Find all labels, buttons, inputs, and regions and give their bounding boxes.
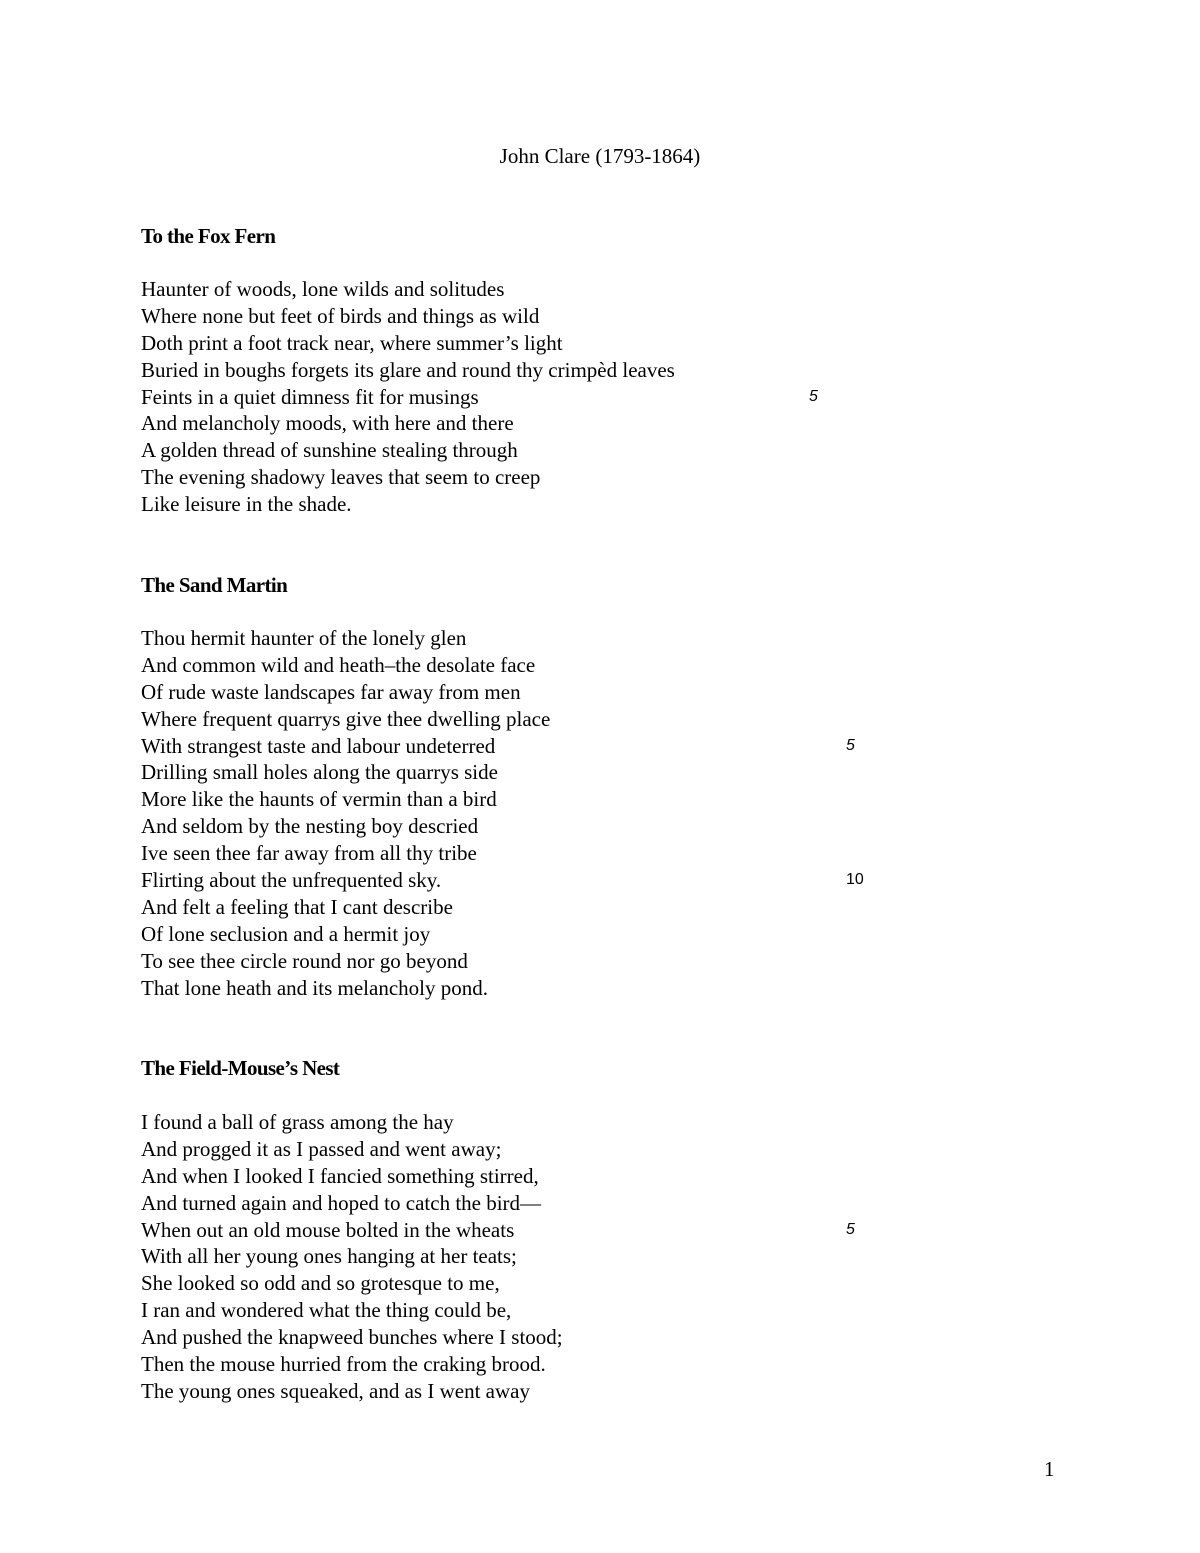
poem-line: Of lone seclusion and a hermit joy bbox=[141, 921, 431, 946]
poem-line-text: When out an old mouse bolted in the wheats bbox=[141, 1217, 515, 1242]
poem-line: And when I looked I fancied something stirred, bbox=[141, 1163, 539, 1188]
poem-line: The evening shadowy leaves that seem to creep bbox=[141, 465, 541, 490]
poem-line-with-number bbox=[141, 1217, 855, 1244]
poem-line-text: With strangest taste and labour undeterred bbox=[141, 733, 496, 758]
poem-line: More like the haunts of vermin than a bird bbox=[141, 787, 497, 812]
poem-line: And melancholy moods, with here and there bbox=[141, 411, 514, 436]
poem-line-with-number bbox=[141, 867, 864, 894]
poem-line: Drilling small holes along the quarrys side bbox=[141, 760, 498, 785]
poem-line: Buried in boughs forgets its glare and round thy crimpèd leaves bbox=[141, 357, 675, 382]
poem-line: Ive seen thee far away from all thy tribe bbox=[141, 841, 477, 866]
poem-line: I ran and wondered what the thing could be, bbox=[141, 1298, 512, 1323]
poem-line-text: Flirting about the unfrequented sky. bbox=[141, 868, 442, 893]
poem-title: The Sand Martin bbox=[141, 573, 288, 597]
poem-body bbox=[141, 625, 864, 1001]
poem-line: Of rude waste landscapes far away from men bbox=[141, 679, 521, 704]
poem-body bbox=[141, 1109, 855, 1405]
poem-line: Then the mouse hurried from the craking brood. bbox=[141, 1352, 546, 1377]
poem-line: To see thee circle round nor go beyond bbox=[141, 948, 468, 973]
author-header: John Clare (1793-1864) bbox=[499, 144, 701, 168]
poem-line: Where none but feet of birds and things as wild bbox=[141, 303, 540, 328]
poem-line: With all her young ones hanging at her teats; bbox=[141, 1244, 517, 1269]
poem-line: And common wild and heath–the desolate face bbox=[141, 652, 536, 677]
line-number: 5 bbox=[809, 387, 818, 405]
poem-line-with-number bbox=[141, 733, 855, 760]
poem-line-text: Feints in a quiet dimness fit for musings bbox=[141, 384, 479, 409]
poem-line: That lone heath and its melancholy pond. bbox=[141, 975, 488, 1000]
poem-line: Like leisure in the shade. bbox=[141, 492, 352, 517]
poem-line: Thou hermit haunter of the lonely glen bbox=[141, 626, 467, 650]
poem-line: I found a ball of grass among the hay bbox=[141, 1110, 454, 1134]
poem-title: The Field-Mouse’s Nest bbox=[141, 1056, 340, 1080]
line-number: 5 bbox=[846, 1220, 855, 1238]
page-number: 1 bbox=[1044, 1457, 1055, 1481]
poem-line: Doth print a foot track near, where summer’s light bbox=[141, 330, 563, 355]
poem-line: And felt a feeling that I cant describe bbox=[141, 894, 453, 919]
poem-title: To the Fox Fern bbox=[141, 224, 276, 248]
poem-line-with-number bbox=[141, 384, 818, 411]
poem-line: And turned again and hoped to catch the bird— bbox=[141, 1190, 542, 1215]
poem-line: And progged it as I passed and went away; bbox=[141, 1136, 502, 1161]
poem-line: The young ones squeaked, and as I went away bbox=[141, 1378, 530, 1403]
line-number: 10 bbox=[846, 871, 864, 889]
poem-line: And pushed the knapweed bunches where I stood; bbox=[141, 1325, 563, 1350]
poem-line: She looked so odd and so grotesque to me, bbox=[141, 1271, 500, 1296]
line-number: 5 bbox=[846, 736, 855, 754]
poem-line: Where frequent quarrys give thee dwelling place bbox=[141, 706, 551, 731]
poem-line: And seldom by the nesting boy descried bbox=[141, 814, 479, 839]
poem-body bbox=[141, 276, 818, 518]
poem-line: Haunter of woods, lone wilds and solitudes bbox=[141, 277, 505, 301]
poem-line: A golden thread of sunshine stealing through bbox=[141, 438, 518, 463]
